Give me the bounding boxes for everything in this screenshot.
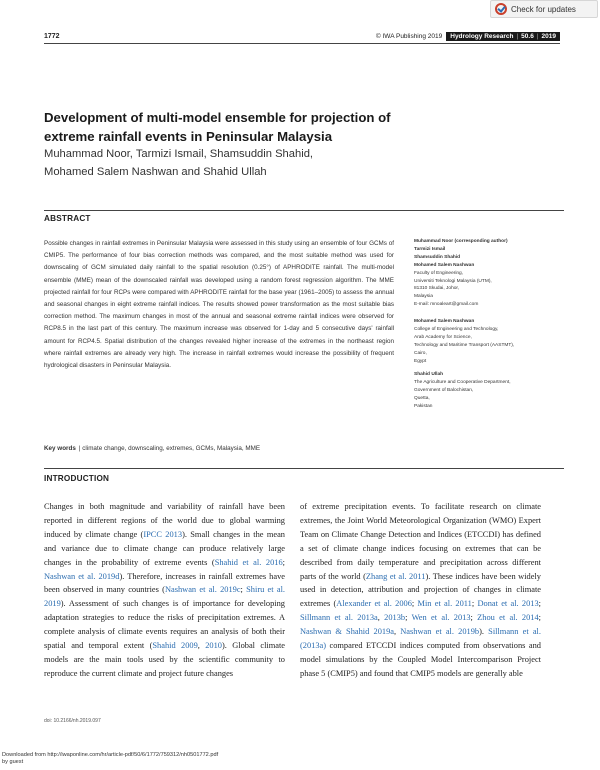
- header-divider: [44, 43, 560, 44]
- affiliation-line: The Agriculture and Cooperative Department,: [414, 379, 511, 385]
- body-text: ). Global climate models are the main tools used by the scientific community to reproduce the current climate and project future changes: [44, 641, 285, 678]
- body-text: ;: [471, 599, 478, 609]
- affiliation-block-3: [414, 371, 564, 411]
- check-for-updates-button[interactable]: [490, 0, 598, 18]
- affiliation-line: 81310 Skudai, Johor,: [414, 286, 460, 292]
- abstract-text: Possible changes in rainfall extremes in Peninsular Malaysia were assessed in this study using an ensemble of four GCMs of CMIP5. The performance of four bias correction methods was compared, and the most suitable method was used for downscaling of GCM simulated daily rainfall to the spatial resolution (0.25°) of APHRODITE rainfall. The multi-model ensemble (MME) mean of the downscaled rainfall was developed using a random forest regression algorithm. The MME projected rainfall for four RCPs were compared with APHRODITE rainfall for the base year (1961–2005) to assess the annual and seasonal changes in eight extreme rainfall indices. The results showed power transformation as the most suitable bias correction method. The maximum changes in most of the annual and seasonal extreme rainfall indices were observed for RCP8.5 in the last part of this century. The maximum increase was observed for 1-day and 5 consecutive days' rainfall amount for RCP4.5. Spatial distribution of the changes revealed higher increase of the extremes in the northeast region where rainfall extremes are already very high. The increase in rainfall extremes would increase the possibility of frequent hydrological disasters in Peninsular Malaysia.: [44, 240, 394, 370]
- affiliation-line: Pakistan: [414, 403, 433, 409]
- introduction-divider: [44, 468, 564, 469]
- page-number: 1772: [44, 33, 60, 40]
- body-text: ;: [538, 613, 541, 623]
- body-text: ,: [393, 627, 401, 637]
- citation-link[interactable]: 2013b: [384, 613, 406, 623]
- article-title: Development of multi-model ensemble for projection of extreme rainfall events in Peninsular Malaysia: [44, 110, 391, 144]
- citation-link[interactable]: Donat et al. 2013: [477, 599, 539, 609]
- author-name: Shahid Ullah: [414, 372, 444, 377]
- article-authors: Muhammad Noor, Tarmizi Ismail, Shamsuddin Shahid, Mohamed Salem Nashwan and Shahid Ullah: [44, 148, 314, 178]
- citation-link[interactable]: Sillmann et al. 2013a: [300, 613, 378, 623]
- body-text: ;: [538, 599, 541, 609]
- affiliation-line: Egypt: [414, 358, 427, 364]
- affiliation-line: Malaysia: [414, 294, 433, 300]
- author-name: Shamsuddin Shahid: [414, 254, 461, 260]
- body-text: compared ETCCDI indices computed from observations and model simulations by the Coupled Model Intercomparison Project phase 5 (CMIP5) and found that CMIP5 models are generally able: [300, 641, 541, 678]
- affiliation-line: Quetta,: [414, 395, 430, 401]
- body-text: ). Assessment of such changes is of importance for developing adaptation strategies to reduce the risks of precipitation extremes. A complete analysis of climate events requires an analysis of both their spatial and temporal extent (: [44, 599, 285, 651]
- affiliation-line: Universiti Teknologi Malaysia (UTM),: [414, 278, 492, 284]
- citation-link[interactable]: Nashwan et al. 2019d: [44, 571, 120, 581]
- keywords-label: Key words: [44, 445, 76, 452]
- citation-link[interactable]: IPCC 2013: [143, 529, 183, 539]
- citation-link[interactable]: Min et al. 2011: [417, 599, 472, 609]
- introduction-heading: INTRODUCTION: [44, 474, 110, 483]
- body-text: ,: [377, 613, 385, 623]
- check-for-updates-icon: [495, 3, 507, 15]
- body-text: ).: [479, 627, 489, 637]
- check-for-updates-label: Check for updates: [511, 4, 576, 14]
- keywords: [44, 445, 394, 452]
- citation-link[interactable]: Zhang et al. 2011: [365, 571, 426, 581]
- abstract-heading: ABSTRACT: [44, 214, 91, 223]
- citation-link[interactable]: Nashwan et al. 2019c: [164, 585, 241, 595]
- body-text: ;: [405, 613, 412, 623]
- body-text: ;: [470, 613, 478, 623]
- abstract-divider: [44, 210, 564, 211]
- journal-name: Hydrology Research: [450, 33, 514, 40]
- keywords-list: | climate change, downscaling, extremes, GCMs, Malaysia, MME: [78, 445, 261, 452]
- body-text: Changes in both magnitude and variability of rainfall have been reported in different regions of the world due to global warming induced by climate change (: [44, 502, 285, 539]
- body-text: ;: [411, 599, 418, 609]
- body-text: of extreme precipitation events. To facilitate research on climate extremes, the Joint World Meteorological Organization (WMO) Expert Team on Climate Change Detection and Indices (ETCCDI) has defined a set of climate change indices focusing on extremes that can be described from daily temperature and precipitation across different parts of the world (: [300, 502, 541, 581]
- citation-link[interactable]: Shiru et al. 2019: [44, 585, 285, 609]
- citation-link[interactable]: Sillmann et al. (2013a): [300, 627, 541, 651]
- author-name: Mohamed Salem Nashwan: [414, 262, 475, 268]
- journal-year: 2019: [541, 33, 556, 40]
- body-text: ). Small changes in the mean and variance due to climate change can produce relatively large changes in the probability of extreme events (: [44, 529, 285, 567]
- affiliation-line: Cairo,: [414, 350, 427, 356]
- citation-link[interactable]: 2010: [205, 641, 222, 651]
- doi: doi: 10.2166/nh.2019.097: [44, 718, 101, 724]
- download-url: Downloaded from http://iwaponline.com/hr/article-pdf/50/6/1772/759312/nh0501772.pdf: [2, 752, 219, 758]
- affiliation-line: Government of Balochistan,: [414, 387, 474, 393]
- citation-link[interactable]: Wen et al. 2013: [411, 613, 471, 623]
- intro-column-1: [44, 500, 285, 681]
- citation-link[interactable]: Nashwan & Shahid 2019a: [300, 627, 394, 637]
- citation-link[interactable]: Shahid 2009: [152, 641, 198, 651]
- journal-box: Hydrology Research | 50.6 | 2019: [446, 32, 560, 41]
- body-text: ;: [282, 557, 285, 567]
- affiliation-line: Faculty of Engineering,: [414, 270, 464, 276]
- body-text: ). Therefore, increases in rainfall extremes have been observed in many countries (: [44, 571, 285, 595]
- affiliation-line: College of Engineering and Technology,: [414, 326, 499, 332]
- author-name: Muhammad Noor (corresponding author): [414, 239, 508, 244]
- author-name: Tarmizi Ismail: [414, 246, 446, 252]
- citation-link[interactable]: Zhou et al. 2014: [477, 613, 539, 623]
- affiliation-line: Arab Academy for Science,: [414, 334, 472, 340]
- publisher: © IWA Publishing 2019: [375, 33, 443, 40]
- affiliation-email: E-mail: mnoaleart@gmail.com: [414, 302, 479, 308]
- affiliation-block-1: [414, 238, 564, 309]
- affiliation-block-2: [414, 318, 564, 365]
- author-name: Mohamed Salem Nashwan: [414, 319, 475, 324]
- download-note: [2, 752, 218, 766]
- citation-link[interactable]: Nashwan et al. 2019b: [400, 627, 480, 637]
- citation-link[interactable]: Alexander et al. 2006: [336, 599, 412, 609]
- body-text: ,: [197, 641, 206, 651]
- body-text: ). These indices have been widely used in detection, attribution and projection of changes in climate extremes (: [300, 571, 541, 609]
- body-text: ;: [240, 585, 247, 595]
- running-header: [376, 32, 560, 41]
- journal-issue: 50.6: [521, 33, 534, 40]
- affiliation-line: Technology and Maritime Transport (AASTMT),: [414, 342, 515, 348]
- intro-column-2: [300, 500, 541, 681]
- citation-link[interactable]: Shahid et al. 2016: [214, 557, 283, 567]
- download-by: by guest: [2, 759, 24, 765]
